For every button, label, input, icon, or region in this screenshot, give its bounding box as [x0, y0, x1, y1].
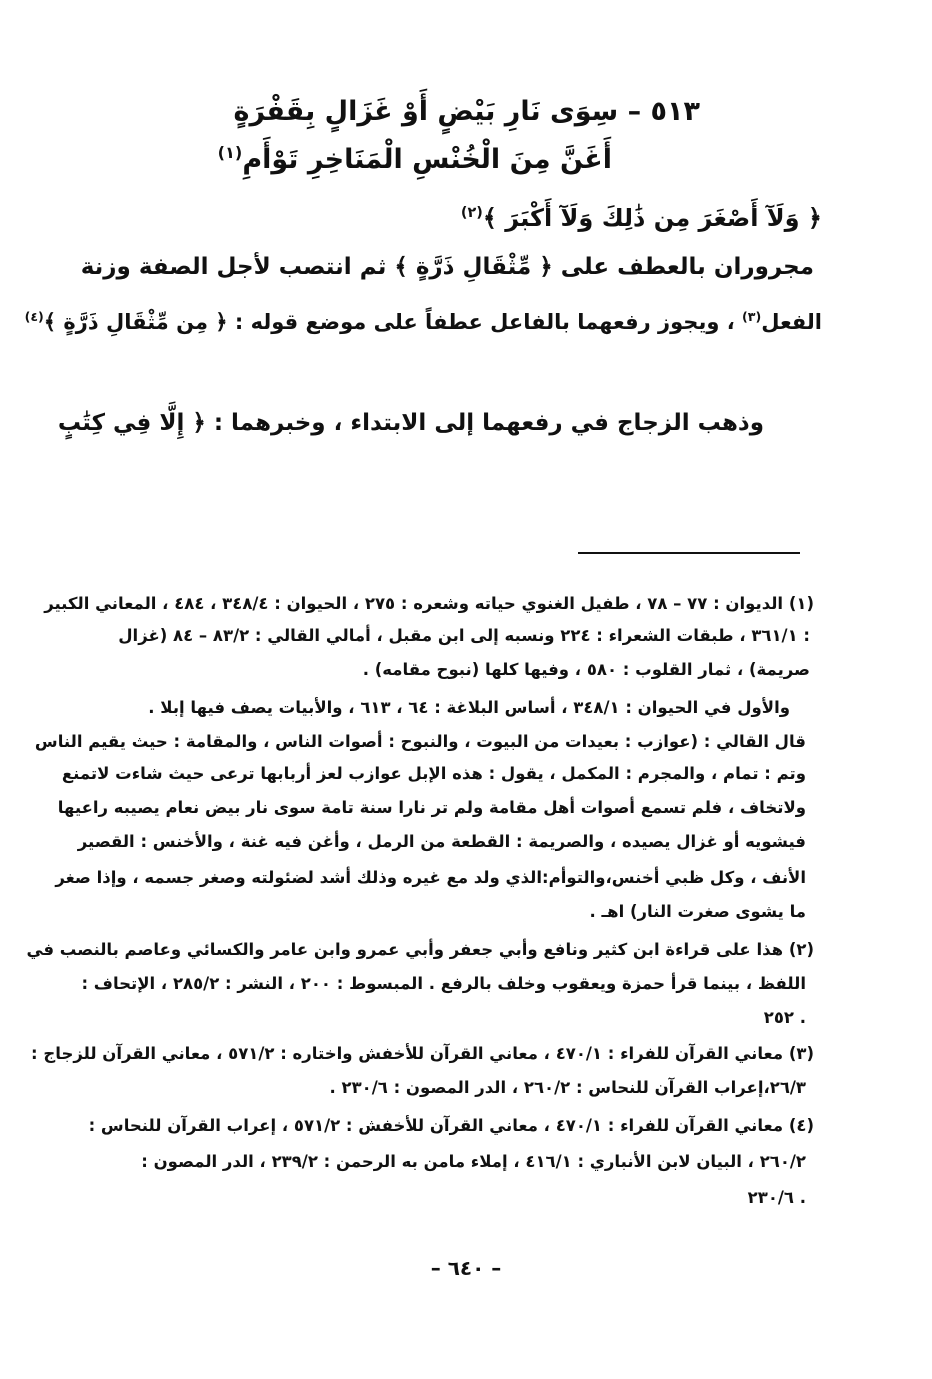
footnote-ref-4[interactable]: (٤) [24, 309, 44, 324]
quran-quote-text: ﴿ وَلَآ أَصْغَرَ مِن ذَٰلِكَ وَلَآ أَكْبَرَ ﴾ [482, 204, 822, 232]
verse-line-2 [217, 143, 612, 175]
footnote-4-line-1 [89, 1118, 814, 1135]
footnote-2-line-1 [27, 942, 815, 959]
footnote-2-line-3 [764, 1010, 806, 1027]
footnote-3-line-1 [31, 1046, 814, 1063]
footnote-4-line-2 [141, 1154, 806, 1171]
footnote-2-text: اللفظ ، بينما قرأ حمزة ويعقوب وخلف بالرفع . المبسوط : ٢٠٠ ، النشر : ٢٨٥/٢ ، الإتحاف : [81, 974, 806, 993]
page-number: – ٦٤٠ – [430, 1256, 502, 1280]
body-line-2-part1: الفعل [761, 310, 822, 334]
footnote-1-text: قال القالي : (عوازب : بعيدات من البيوت ، والنبوح : أصوات الناس ، والمقامة : حيث يقيم الناس [34, 732, 806, 751]
footnote-ref-3[interactable]: (٣) [741, 309, 762, 324]
footnote-ref-2[interactable]: (٢) [460, 205, 483, 221]
footnote-1-text: الأنف ، وكل ظبي أخنس،والتوأم:الذي ولد مع غيره وذلك أشد لضئولته وصغر جسمه ، وإذا صغر [55, 868, 806, 887]
footnote-3-text: ٢٦/٣،إعراب القرآن للنحاس : ٢٦٠/٢ ، الدر المصون : ٢٣٠/٦ . [329, 1078, 806, 1097]
footnote-1-line-6 [62, 766, 806, 783]
body-line-3-text: وذهب الزجاج في رفعهما إلى الابتداء ، وخبرهما : ﴿ إِلَّا فِي كِتَٰبٍ [57, 410, 764, 436]
footnote-2-text: (٢) هذا على قراءة ابن كثير ونافع وأبي جعفر وأبي عمرو وابن عامر والكسائي وعاصم بالنصب في [26, 940, 814, 959]
footnote-4-line-3 [748, 1190, 806, 1207]
footnote-1-line-7 [58, 800, 806, 817]
footnote-4-text: (٤) معاني القرآن للفراء : ٤٧٠/١ ، معاني القرآن للأخفش : ٥٧١/٢ ، إعراب القرآن للنحاس : [88, 1116, 814, 1135]
footnote-1-text: والأول في الحيوان : ٣٤٨/١ ، أساس البلاغة : ٦٤ ، ٦١٣ ، والأبيات يصف فيها إبلا . [148, 698, 790, 717]
body-line-3 [58, 412, 764, 435]
footnote-1-text: (١) الديوان : ٧٧ – ٧٨ ، طفيل الغنوي حياته وشعره : ٢٧٥ ، الحيوان : ٣٤٨/٤ ، ٤٨٤ ، المعاني الكبير [44, 594, 814, 613]
footnote-1-line-4 [148, 700, 790, 717]
footnote-1-line-1 [44, 596, 814, 613]
verse-line-2-text: أَغَنَّ مِنَ الْخُنْسِ الْمَنَاخِرِ تَوْأَمِ [242, 144, 612, 175]
body-line-2 [24, 309, 822, 334]
footnote-1-text: صريمة) ، ثمار القلوب : ٥٨٠ ، وفيها كلها (نبوح مقامه) . [362, 660, 810, 679]
footnote-2-line-2 [81, 976, 806, 993]
footnote-1-text: فيشويه أو غزال يصيده ، والصريمة : القطعة من الرمل ، وأغن فيه غنة ، والأخنس : القصير [77, 832, 806, 851]
footnote-ref-1[interactable]: (١) [217, 143, 243, 162]
footnote-3-text: (٣) معاني القرآن للفراء : ٤٧٠/١ ، معاني القرآن للأخفش واختاره : ٥٧١/٢ ، معاني القرآن للزجاج : [31, 1044, 814, 1063]
quran-quote [461, 206, 822, 230]
footnote-1-text: : ٣٦١/١ ، طبقات الشعراء : ٢٢٤ ونسبه إلى ابن مقبل ، أمالي القالي : ٨٣/٢ – ٨٤ (غزال [118, 626, 810, 645]
footnote-1-line-5 [35, 734, 806, 751]
footnote-1-text: ولاتخاف ، فلم تسمع أصوات أهل مقامة ولم تر نارا سنة تامة سوى نار بيض نعام يصيبه راعيها [57, 798, 806, 817]
footnote-1-line-10 [589, 904, 806, 921]
footnote-3-line-2 [330, 1080, 807, 1097]
body-line-1 [81, 256, 814, 279]
footnote-1-text: وتم : تمام ، والمجرم : المكمل ، يقول : هذه الإبل عوازب لعز أربابها ترعى حيث شاءت لاتمنع [61, 764, 806, 783]
body-line-2-part2: ، ويجوز رفعهما بالفاعل عطفاً على موضع قوله : ﴿ مِن مِّثْقَالِ ذَرَّةٍ ﴾ [43, 310, 735, 334]
footnote-separator [578, 552, 800, 554]
footnote-1-line-8 [78, 834, 806, 851]
footnote-1-text: ما يشوى صغرت النار) اهـ . [589, 902, 806, 921]
verse-line-1 [234, 98, 701, 125]
footnote-1-line-9 [55, 870, 806, 887]
footnote-1-line-3 [363, 662, 810, 679]
footnote-4-text: ٢٣٠/٦ . [747, 1188, 806, 1207]
footnote-2-text: ٢٥٢ . [763, 1008, 806, 1027]
verse-line-1-text: ٥١٣ – سِوَى نَارِ بَيْضٍ أَوْ غَزَالٍ بِقَفْرَةٍ [233, 96, 700, 127]
footnote-4-text: ٢٦٠/٢ ، البيان لابن الأنباري : ٤١٦/١ ، إملاء مامن به الرحمن : ٢٣٩/٢ ، الدر المصون : [141, 1152, 806, 1171]
body-line-1-text: مجروران بالعطف على ﴿ مِّثْقَالِ ذَرَّةٍ ﴾ ثم انتصب لأجل الصفة وزنة [80, 254, 814, 280]
footnote-1-line-2 [118, 628, 810, 645]
